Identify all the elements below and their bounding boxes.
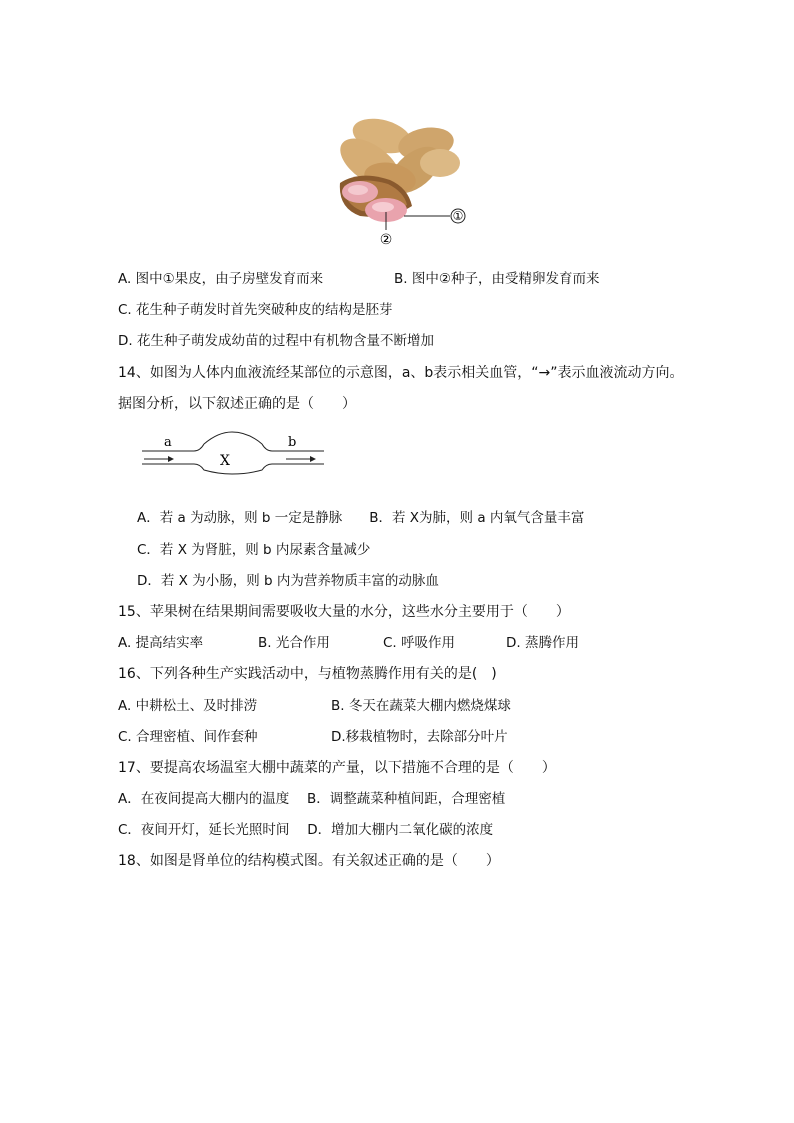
peanut-figure (330, 108, 470, 248)
q14-option-d: D．若 X 为小肠，则 b 内为营养物质丰富的动脉血 (137, 573, 439, 589)
q14-stem-line1: 14、如图为人体内血液流经某部位的示意图，a、b表示相关血管，“→”表示血液流动方向。 (118, 365, 684, 381)
q16-option-b: B. 冬天在蔬菜大棚内燃烧煤球 (331, 698, 511, 714)
q16-option-c: C. 合理密植、间作套种 (118, 729, 258, 745)
q17-option-cd: C．夜间开灯，延长光照时间 D．增加大棚内二氧化碳的浓度 (118, 822, 494, 838)
q18-stem: 18、如图是肾单位的结构模式图。有关叙述正确的是（ ） (118, 853, 500, 869)
q13-option-b: B. 图中②种子，由受精卵发育而来 (394, 271, 600, 287)
label-2: ② (379, 232, 393, 248)
q16-option-a: A. 中耕松土、及时排涝 (118, 698, 258, 714)
q14-option-c: C．若 X 为肾脏，则 b 内尿素含量减少 (137, 542, 371, 558)
q14-stem-line2: 据图分析，以下叙述正确的是（ ） (118, 396, 356, 412)
label-1: ① (452, 209, 464, 223)
q14-option-ab: A．若 a 为动脉，则 b 一定是静脉 B．若 X为肺，则 a 内氧气含量丰富 (137, 510, 585, 526)
organ-label-x: X (220, 453, 230, 469)
vessel-label-a: a (164, 435, 172, 450)
q17-stem: 17、要提高农场温室大棚中蔬菜的产量，以下措施不合理的是（ ） (118, 760, 556, 776)
q17-option-ab: A．在夜间提高大棚内的温度 B．调整蔬菜种植间距，合理密植 (118, 791, 506, 807)
q16-stem: 16、下列各种生产实践活动中，与植物蒸腾作用有关的是( ) (118, 666, 497, 682)
q15-option-d: D. 蒸腾作用 (506, 635, 579, 651)
vessel-label-b: b (288, 435, 297, 450)
q15-option-a: A. 提高结实率 (118, 635, 204, 651)
q15-option-b: B. 光合作用 (258, 635, 330, 651)
blood-vessel-diagram (138, 430, 328, 476)
q15-option-c: C. 呼吸作用 (383, 635, 456, 651)
q13-option-c: C. 花生种子萌发时首先突破种皮的结构是胚芽 (118, 302, 393, 318)
q15-stem: 15、苹果树在结果期间需要吸收大量的水分，这些水分主要用于（ ） (118, 604, 570, 620)
q13-option-d: D. 花生种子萌发成幼苗的过程中有机物含量不断增加 (118, 333, 434, 349)
q16-option-d: D.移栽植物时，去除部分叶片 (331, 729, 508, 745)
q13-option-a: A. 图中①果皮，由子房壁发育而来 (118, 271, 324, 287)
